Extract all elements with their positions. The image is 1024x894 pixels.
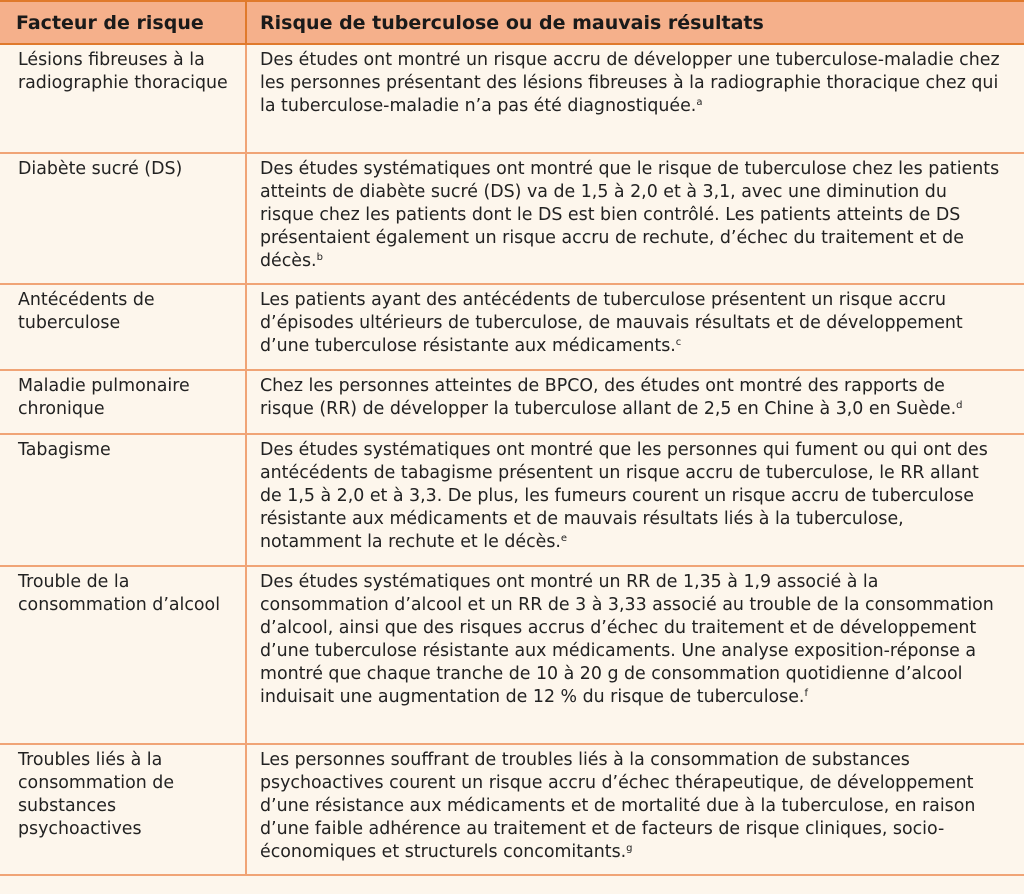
table-row — [0, 434, 1024, 566]
footnote-ref: d — [956, 400, 963, 411]
table-row — [0, 44, 1024, 153]
factor-cell: Antécédents de tuberculose — [0, 284, 246, 370]
risk-cell — [246, 744, 1024, 875]
risk-text: Des études systématiques ont montré que le risque de tuberculose chez les patients atteints de diabète sucré (DS) va de 1,5 à 2,0 et à 3,1, avec une diminution du risque chez les patients dont le DS est bien contrôlé. Les patients atteints de DS présentaient également un risque accru de rechute, d’échec du traitement et de décès. — [260, 159, 1000, 271]
factor-cell: Maladie pulmonaire chronique — [0, 370, 246, 434]
table-row — [0, 370, 1024, 434]
table-header-row — [0, 1, 1024, 44]
header-factor: Facteur de risque — [0, 1, 246, 44]
risk-text: Des études systématiques ont montré un RR de 1,35 à 1,9 associé à la consommation d’alcool et un RR de 3 à 3,33 associé au trouble de la consommation d’alcool, ainsi que des risques accrus d’échec du traitement et de développement d’une tuberculose résistante aux médicaments. Une analyse exposition-réponse a montré que chaque tranche de 10 à 20 g de consommation quotidienne d’alcool induisait une augmentation de 12 % du risque de tuberculose. — [260, 572, 994, 707]
table-row — [0, 153, 1024, 284]
risk-cell — [246, 370, 1024, 434]
footnote-ref: e — [560, 533, 568, 544]
factor-cell: Troubles liés à la consommation de substances psychoactives — [0, 744, 246, 875]
factor-cell: Trouble de la consommation d’alcool — [0, 566, 246, 744]
table-row — [0, 284, 1024, 370]
risk-cell — [246, 566, 1024, 744]
footnote-ref: a — [696, 97, 703, 108]
risk-cell — [246, 284, 1024, 370]
risk-text: Chez les personnes atteintes de BPCO, des études ont montré des rapports de risque (RR) de développer la tuberculose allant de 2,5 en Chine à 3,0 en Suède. — [260, 376, 957, 419]
risk-cell — [246, 44, 1024, 153]
footnote-ref: g — [626, 843, 633, 854]
footnote-ref: f — [804, 688, 808, 699]
risk-text: Les personnes souffrant de troubles liés à la consommation de substances psychoactives courent un risque accru d’échec thérapeutique, de développement d’une résistance aux médicaments et de mortalité due à la tuberculose, en raison d’une faible adhérence au traitement et de facteurs de risque cliniques, socio-économiques et structurels concomitants. — [260, 750, 976, 862]
factor-cell: Lésions fibreuses à la radiographie thoracique — [0, 44, 246, 153]
footnote-ref: b — [316, 252, 323, 263]
table-row — [0, 744, 1024, 875]
risk-cell — [246, 153, 1024, 284]
footnote-ref: c — [675, 337, 682, 348]
risk-cell — [246, 434, 1024, 566]
risk-text: Les patients ayant des antécédents de tuberculose présentent un risque accru d’épisodes ultérieurs de tuberculose, de mauvais résultats et de développement d’une tuberculose résistante aux médicaments. — [260, 290, 963, 356]
header-risk: Risque de tuberculose ou de mauvais résultats — [246, 1, 1024, 44]
factor-cell: Tabagisme — [0, 434, 246, 566]
factor-cell: Diabète sucré (DS) — [0, 153, 246, 284]
risk-text: Des études systématiques ont montré que les personnes qui fument ou qui ont des antécédents de tabagisme présentent un risque accru de tuberculose, le RR allant de 1,5 à 2,0 et à 3,3. De plus, les fumeurs courent un risque accru de tuberculose résistante aux médicaments et de mauvais résultats liés à la tuberculose, notamment la rechute et le décès. — [260, 440, 988, 552]
risk-text: Des études ont montré un risque accru de développer une tuberculose-maladie chez les personnes présentant des lésions fibreuses à la radiographie thoracique chez qui la tuberculose-maladie n’a pas été diagnostiquée. — [260, 50, 1000, 116]
table-row — [0, 566, 1024, 744]
